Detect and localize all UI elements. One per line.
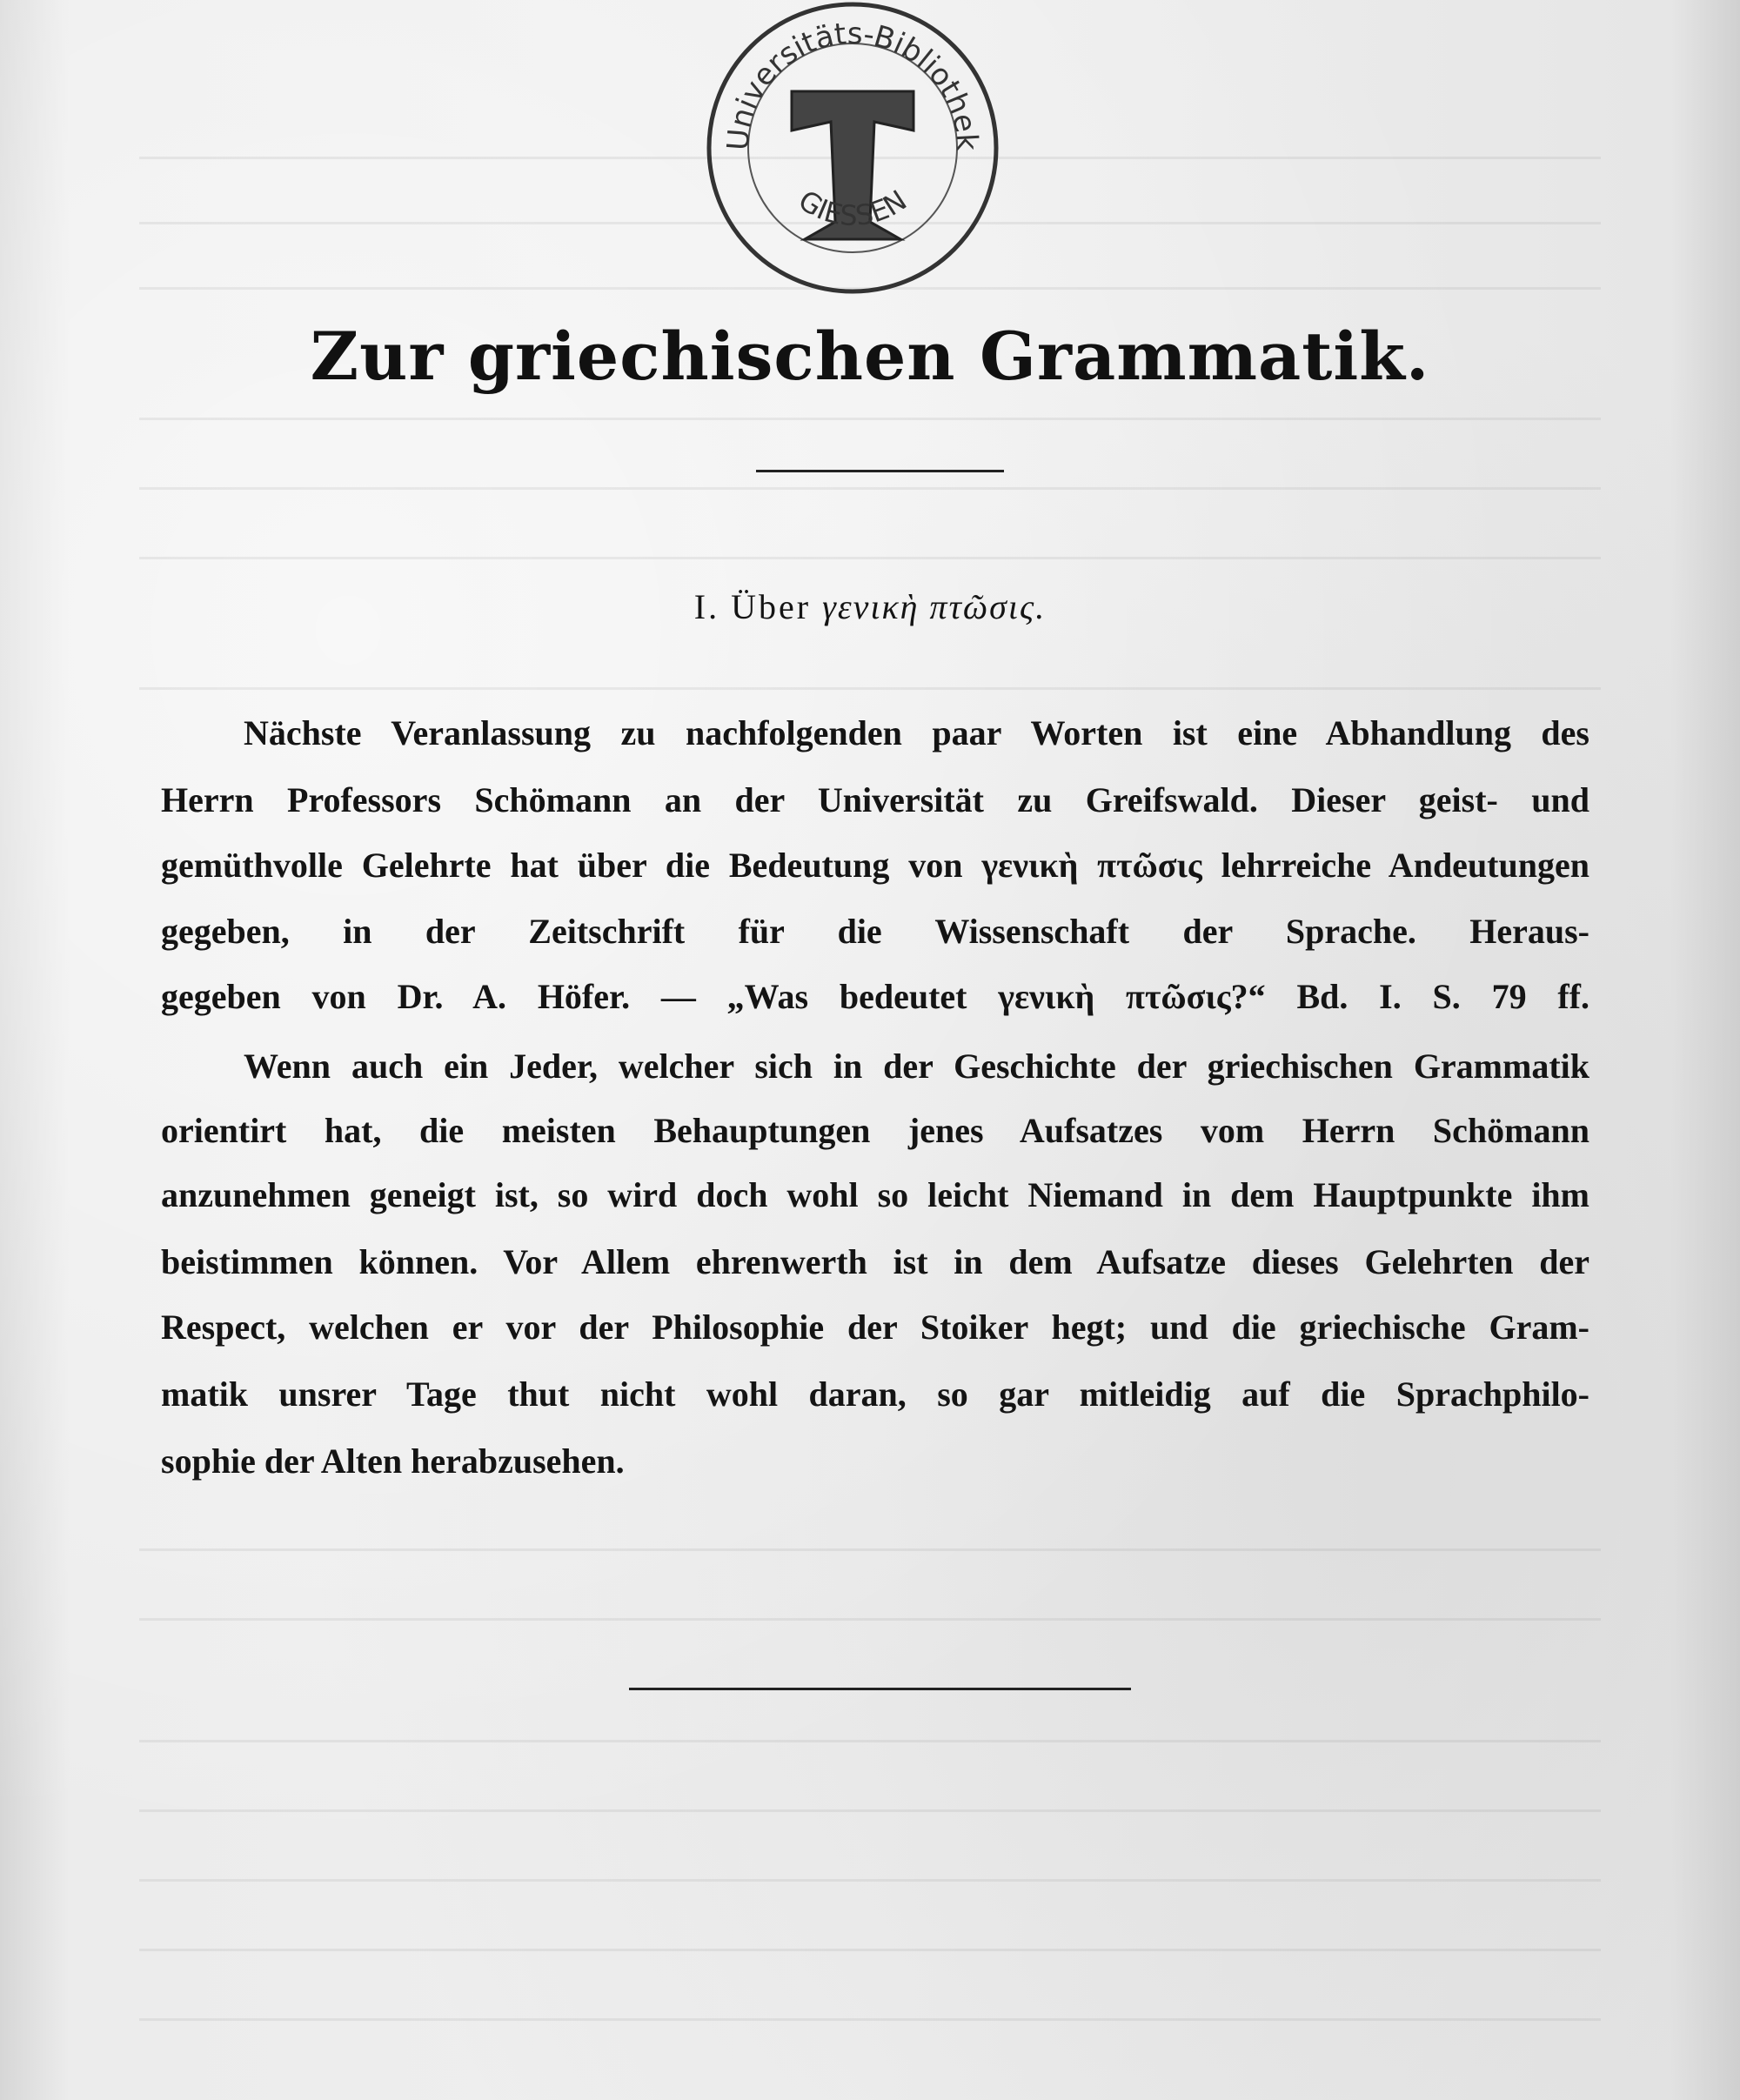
text-line: matik unsrer Tage thut nicht wohl daran, so gar mitleidig auf die Sprachphilo-	[161, 1374, 1589, 1414]
section-numeral: I.	[693, 587, 720, 626]
library-stamp	[696, 0, 1009, 304]
text-line: orientirt hat, die meisten Behauptungen jenes Aufsatzes vom Herrn Schömann	[161, 1111, 1589, 1150]
text-line: Respect, welchen er vor der Philosophie der Stoiker hegt; und die griechische Gram-	[161, 1307, 1589, 1347]
text-line: sophie der Alten herabzusehen.	[161, 1441, 625, 1481]
stamp-top-text: Universitäts-Bibliothek	[720, 16, 985, 152]
text-line: gemüthvolle Gelehrte hat über die Bedeutung von γενικὴ πτῶσις lehrreiche Andeutungen	[161, 846, 1589, 885]
section-greek: γενικὴ πτῶσις.	[822, 587, 1047, 626]
text-line: Wenn auch ein Jeder, welcher sich in der Geschichte der griechischen Grammatik	[244, 1047, 1589, 1086]
end-rule	[629, 1688, 1131, 1690]
section-word: Über	[731, 587, 812, 626]
text-line: beistimmen können. Vor Allem ehrenwerth ist in dem Aufsatze dieses Gelehrten der	[161, 1242, 1589, 1281]
title-rule	[756, 470, 1004, 472]
text-line: anzunehmen geneigt ist, so wird doch wohl so leicht Niemand in dem Hauptpunkte ihm	[161, 1175, 1589, 1214]
stamp-bottom-text: GIESSEN	[793, 183, 913, 233]
page-title: Zur griechischen Grammatik.	[310, 318, 1430, 395]
text-line: Nächste Veranlassung zu nachfolgenden paar Worten ist eine Abhandlung des	[244, 713, 1589, 752]
section-heading	[0, 583, 1740, 632]
text-line: Herrn Professors Schömann an der Universität zu Greifswald. Dieser geist- und	[161, 780, 1589, 819]
text-line: gegeben, in der Zeitschrift für die Wissenschaft der Sprache. Heraus-	[161, 912, 1589, 951]
text-line: gegeben von Dr. A. Höfer. — „Was bedeutet γενικὴ πτῶσις?“ Bd. I. S. 79 ff.	[161, 977, 1589, 1016]
